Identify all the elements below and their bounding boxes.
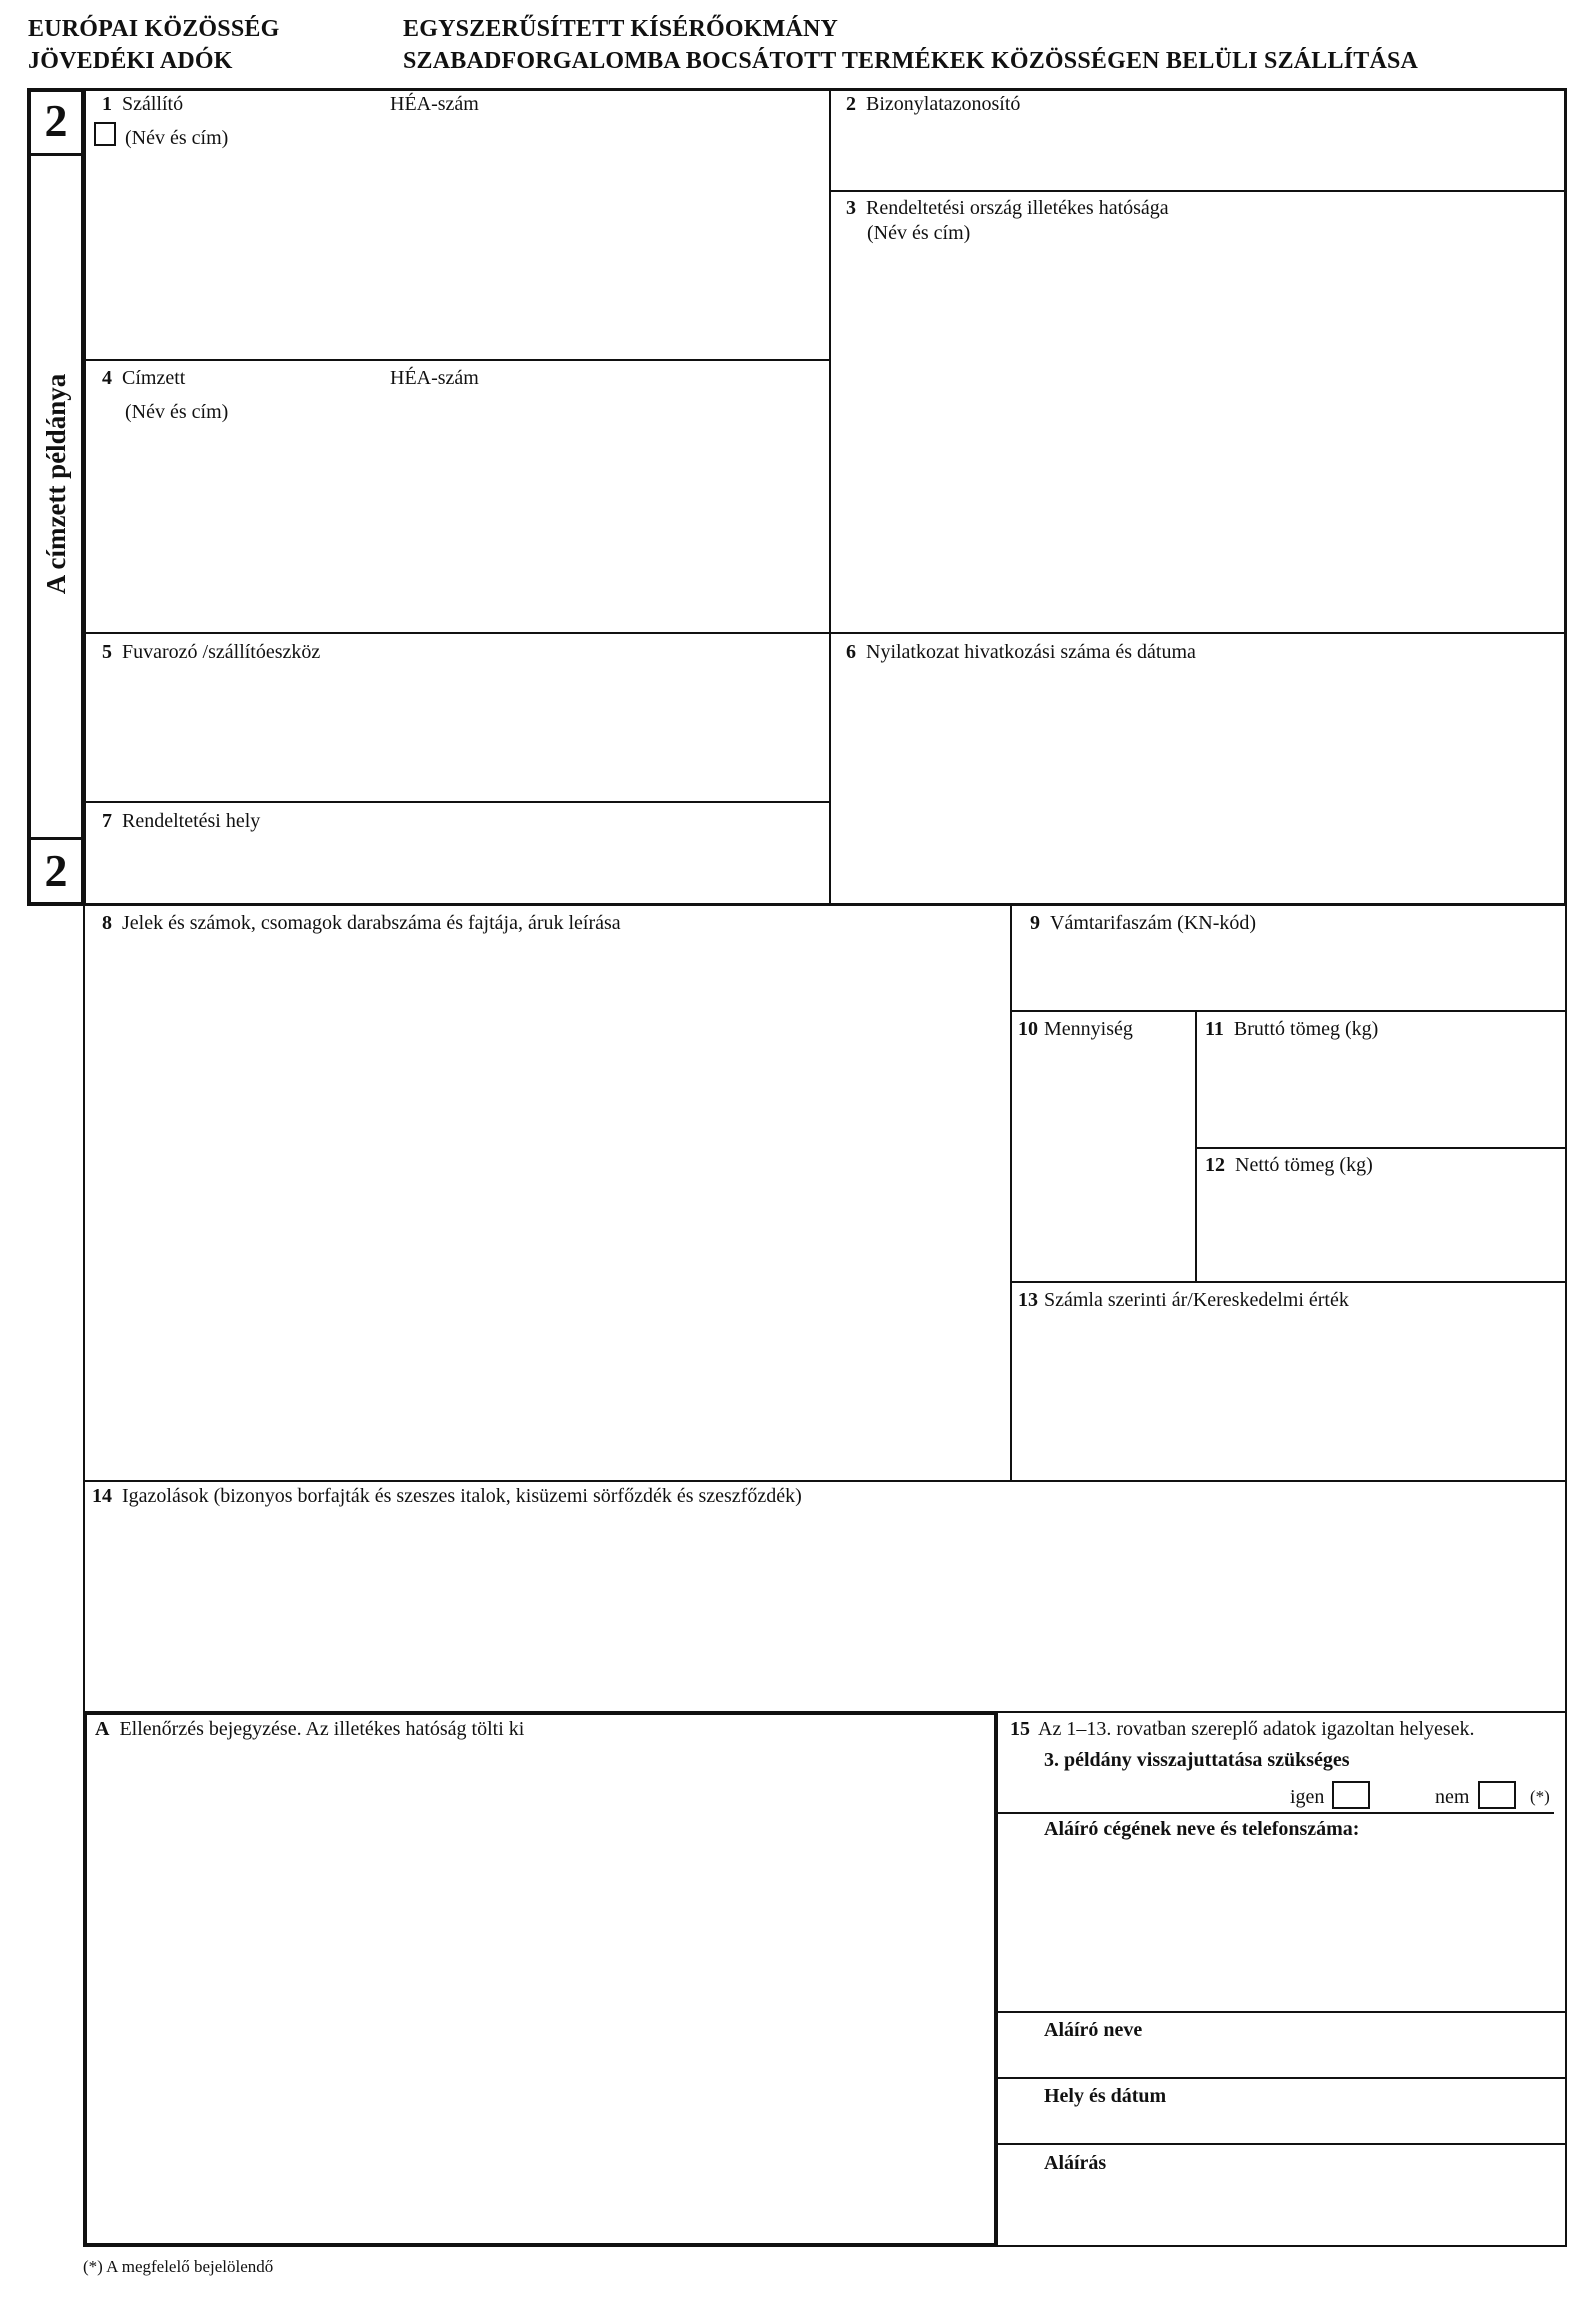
field-4-vat: HÉA-szám bbox=[390, 367, 479, 389]
field-1-label: 1 Szállító bbox=[102, 93, 184, 115]
divider-f10-f11 bbox=[1195, 1010, 1197, 1282]
divider-f1-f4 bbox=[83, 359, 831, 361]
field-15-no-checkbox[interactable] bbox=[1478, 1781, 1516, 1809]
divider-f8-right bbox=[1010, 904, 1012, 1482]
lower-bottom-border bbox=[83, 2245, 1567, 2247]
field-14-input[interactable] bbox=[92, 1512, 1557, 1704]
field-9-input[interactable] bbox=[1020, 940, 1558, 1004]
field-15-signature-input[interactable] bbox=[1010, 2178, 1558, 2240]
field-11-label: 11 Bruttó tömeg (kg) bbox=[1205, 1018, 1379, 1040]
field-15-return-title: 3. példány visszajuttatása szükséges bbox=[1044, 1749, 1350, 1771]
field-15-place-date-label: Hely és dátum bbox=[1044, 2085, 1167, 2107]
field-8-label: 8 Jelek és számok, csomagok darabszáma és fajtája, áruk leírása bbox=[102, 912, 621, 934]
field-15-asterisk: (*) bbox=[1530, 1787, 1550, 1806]
field-15-signer-name-input[interactable] bbox=[1010, 2044, 1558, 2074]
divider-f11-f12 bbox=[1195, 1147, 1567, 1149]
divider-f4-f5 bbox=[83, 632, 1567, 634]
divider-15-return bbox=[998, 1812, 1554, 1814]
lower-right-border bbox=[1565, 904, 1567, 2247]
field-7-input[interactable] bbox=[92, 836, 822, 898]
field-5-input[interactable] bbox=[92, 668, 822, 794]
field-1-input[interactable] bbox=[92, 150, 822, 350]
field-2-label: 2 Bizonylatazonosító bbox=[846, 93, 1021, 115]
field-1-vat: HÉA-szám bbox=[390, 93, 479, 115]
field-8-input[interactable] bbox=[92, 940, 1002, 1472]
upper-vertical-divider bbox=[829, 88, 831, 906]
field-14-label: 14 Igazolások (bizonyos borfajták és szeszes italok, kisüzemi sörfőzdék és szeszfőzdék) bbox=[92, 1485, 802, 1507]
field-15-label: 15 Az 1–13. rovatban szereplő adatok igazoltan helyesek. bbox=[1010, 1718, 1475, 1740]
field-15-signer-company-label: Aláíró cégének neve és telefonszáma: bbox=[1044, 1818, 1360, 1840]
header-left-line2: JÖVEDÉKI ADÓK bbox=[28, 48, 233, 74]
field-12-label: 12 Nettó tömeg (kg) bbox=[1205, 1154, 1373, 1176]
field-2-input[interactable] bbox=[840, 118, 1555, 184]
divider-15-place bbox=[998, 2143, 1567, 2145]
field-10-label: 10 Mennyiség bbox=[1018, 1018, 1133, 1040]
field-6-input[interactable] bbox=[840, 668, 1555, 898]
copy-strip-divider-top bbox=[27, 153, 85, 156]
field-3-sub: (Név és cím) bbox=[867, 222, 971, 244]
divider-15-company bbox=[998, 2011, 1567, 2013]
field-4-label: 4 Címzett bbox=[102, 367, 186, 389]
divider-f5-f7 bbox=[83, 801, 831, 803]
divider-f13-f14 bbox=[83, 1480, 1567, 1482]
field-1-checkbox[interactable] bbox=[94, 122, 116, 146]
field-4-input[interactable] bbox=[92, 428, 822, 626]
copy-strip-divider-bottom bbox=[27, 837, 85, 840]
field-15-no-label: nem bbox=[1435, 1786, 1470, 1808]
copy-number-top: 2 bbox=[44, 95, 68, 146]
field-15-signer-name-label: Aláíró neve bbox=[1044, 2019, 1143, 2041]
field-9-label: 9 Vámtarifaszám (KN-kód) bbox=[1030, 912, 1257, 934]
field-15-signer-company-input[interactable] bbox=[1010, 1846, 1558, 2006]
field-12-input[interactable] bbox=[1205, 1182, 1557, 1276]
header-right-line1: EGYSZERŰSÍTETT KÍSÉRŐOKMÁNY bbox=[403, 16, 839, 42]
divider-f9-f10 bbox=[1010, 1010, 1567, 1012]
field-15-yes-label: igen bbox=[1290, 1786, 1325, 1808]
field-11-input[interactable] bbox=[1205, 1046, 1557, 1140]
header-right-line2: SZABADFORGALOMBA BOCSÁTOTT TERMÉKEK KÖZÖSSÉGEN BELÜLI SZÁLLÍTÁSA bbox=[403, 48, 1419, 74]
field-13-label: 13 Számla szerinti ár/Kereskedelmi érték bbox=[1018, 1289, 1349, 1311]
field-3-label: 3 Rendeltetési ország illetékes hatósága bbox=[846, 197, 1169, 219]
field-3-input[interactable] bbox=[840, 250, 1555, 625]
divider-f12-f13 bbox=[1010, 1281, 1567, 1283]
field-6-label: 6 Nyilatkozat hivatkozási száma és dátuma bbox=[846, 641, 1196, 663]
divider-f2-f3 bbox=[829, 190, 1567, 192]
copy-side-label: A címzett példánya bbox=[41, 373, 71, 595]
copy-number-bottom: 2 bbox=[44, 845, 68, 896]
field-4-sub: (Név és cím) bbox=[125, 401, 229, 423]
header-left-line1: EURÓPAI KÖZÖSSÉG bbox=[28, 16, 280, 42]
field-15-yes-checkbox[interactable] bbox=[1332, 1781, 1370, 1809]
footnote: (*) A megfelelő bejelölendő bbox=[83, 2257, 274, 2276]
field-13-input[interactable] bbox=[1018, 1316, 1558, 1474]
field-1-sub: (Név és cím) bbox=[125, 127, 229, 149]
field-10-input[interactable] bbox=[1018, 1046, 1188, 1274]
field-15-place-date-input[interactable] bbox=[1010, 2110, 1558, 2140]
field-15-signature-label: Aláírás bbox=[1044, 2152, 1107, 2174]
divider-15-name bbox=[998, 2077, 1567, 2079]
box-a-label: A Ellenőrzés bejegyzése. Az illetékes hatóság tölti ki bbox=[95, 1718, 525, 1740]
field-7-label: 7 Rendeltetési hely bbox=[102, 810, 261, 832]
box-a-input[interactable] bbox=[95, 1746, 988, 2236]
field-5-label: 5 Fuvarozó /szállítóeszköz bbox=[102, 641, 321, 663]
